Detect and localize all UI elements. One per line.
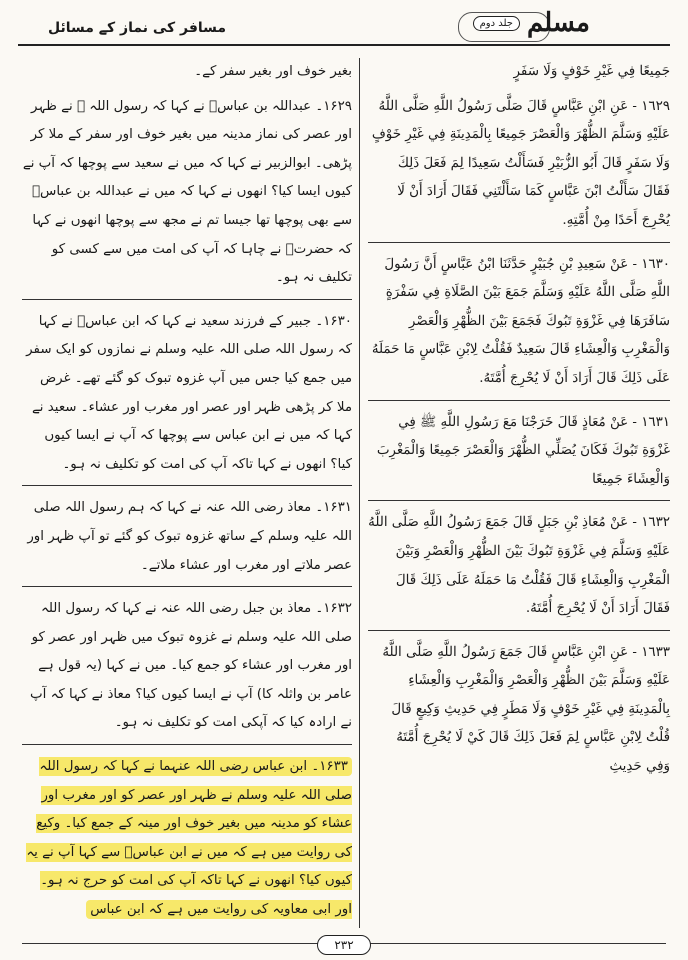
- urdu-translation-column: [22, 58, 352, 928]
- separator-line: [368, 400, 670, 401]
- arabic-paragraph: ١٦٣١ - عَنْ مُعَاذٍ قَالَ خَرَجْنَا مَعَ رَسُولِ اللَّهِ ﷺ فِي غَزْوَةِ تَبُوكَ فَكَانَ يُصَلِّي الظُّهْرَ وَالْعَصْرَ جَمِيعًا وَالْمَغْرِبَ وَالْعِشَاءَ جَمِيعًا: [376, 414, 670, 487]
- separator-line: [368, 630, 670, 631]
- arabic-paragraph: ١٦٣٠ - عَنْ سَعِيدِ بْنِ جُبَيْرٍ حَدَّثَنَا ابْنُ عَبَّاسٍ أَنَّ رَسُولَ اللَّهِ صَلَّى اللَّهُ عَلَيْهِ وَسَلَّمَ جَمَعَ بَيْنَ الصَّلَاةِ فِي سَفْرَةٍ سَافَرَهَا فِي غَزْوَةِ تَبُوكَ فَجَمَعَ بَيْنَ الظُّهْرِ وَالْعَصْرِ وَالْمَغْرِبِ وَالْعِشَاءِ قَالَ سَعِيدٌ فَقُلْتُ لِابْنِ عَبَّاسٍ مَا حَمَلَهُ عَلَى ذَلِكَ قَالَ أَرَادَ أَنْ لَا يُحْرِجَ أُمَّتَهُ.: [371, 256, 670, 386]
- urdu-paragraph: ۱۶۳۱۔ معاذ رضی اللہ عنہ نے کہا کہ ہم رسول اللہ صلی اللہ علیہ وسلم کے ساتھ غزوہ تبوک کو گئے تو آپ ظہر اور عصر ملاتے اور مغرب اور عشاء ملاتے۔: [27, 500, 352, 573]
- separator-line: [22, 586, 352, 587]
- urdu-paragraph: بغیر خوف اور بغیر سفر کے۔: [194, 64, 352, 79]
- arabic-paragraph: ١٦٣٣ - عَنِ ابْنِ عَبَّاسٍ قَالَ جَمَعَ رَسُولُ اللَّهِ صَلَّى اللَّهُ عَلَيْهِ وَسَلَّمَ بَيْنَ الظُّهْرِ وَالْعَصْرِ وَالْمَغْرِبِ وَالْعِشَاءِ بِالْمَدِينَةِ فِي غَيْرِ خَوْفٍ وَلَا مَطَرٍ فِي حَدِيثِ وَكِيعٍ قَالَ قُلْتُ لِابْنِ عَبَّاسٍ لِمَ فَعَلَ ذَلِكَ قَالَ كَيْ لَا يُحْرِجَ أُمَّتَهُ وَفِي حَدِيثِ: [382, 644, 670, 775]
- running-title: مسافر کی نماز کے مسائل: [48, 20, 227, 36]
- urdu-paragraph: ۱۶۲۹۔ عبداللہ بن عباسؓ نے کہا کہ رسول اللہ ﷺ نے ظہر اور عصر کی نماز مدینہ میں بغیر خوف اور سفر کے ملا کر پڑھی۔ ابوالزبیر نے کہا کہ میں نے سعید سے پوچھا کہ آپ نے کیوں ایسا کیا؟ انھوں نے کہا کہ میں نے عبداللہ بن عباسؓ سے بھی پوچھا تھا جیسا تم نے مجھ سے پوچھا انھوں نے کہا کہ حضرتؐ نے چاہا کہ آپ کی امت میں سے کسی کو تکلیف نہ ہو۔: [22, 98, 352, 286]
- arabic-paragraph: ١٦٢٩ - عَنِ ابْنِ عَبَّاسٍ قَالَ صَلَّى رَسُولُ اللَّهِ صَلَّى اللَّهُ عَلَيْهِ وَسَلَّمَ الظُّهْرَ وَالْعَصْرَ جَمِيعًا بِالْمَدِينَةِ فِي غَيْرِ خَوْفٍ وَلَا سَفَرٍ قَالَ أَبُو الزُّبَيْرِ فَسَأَلْتُ سَعِيدًا لِمَ فَعَلَ ذَلِكَ فَقَالَ سَأَلْتُ ابْنَ عَبَّاسٍ كَمَا سَأَلْتَنِي فَقَالَ أَرَادَ أَنْ لَا يُحْرِجَ أَحَدًا مِنْ أُمَّتِهِ.: [371, 98, 670, 228]
- book-title: مسلم: [526, 8, 590, 38]
- highlighted-urdu-paragraph: ۱۶۳۳۔ ابن عباس رضی اللہ عنہما نے کہا کہ رسول اللہ صلی اللہ علیہ وسلم نے ظہر اور عصر کو اور مغرب اور عشاء کو مدینہ میں بغیر خوف اور مینہ کے جمع کیا۔ وکیع کی روایت میں ہے کہ میں نے ابن عباسؓ سے کہا آپ نے یہ کیوں کیا؟ انھوں نے کہا تاکہ آپ کی امت کو حرج نہ ہو۔ اور ابی معاویہ کی روایت میں ہے کہ ابن عباس: [26, 759, 352, 918]
- urdu-paragraph: ۱۶۳۲۔ معاذ بن جبل رضی اللہ عنہ نے کہا کہ رسول اللہ صلی اللہ علیہ وسلم نے غزوہ تبوک میں ظہر اور عصر کو اور مغرب اور عشاء کو جمع کیا۔ میں نے کہا (یہ قول ہے عامر بن واثلہ کا) آپ نے ایسا کیوں کیا؟ معاذ نے کہا کہ آپ نے ارادہ کیا کہ آپکی امت کو تکلیف نہ ہو۔: [30, 601, 352, 731]
- separator-line: [368, 500, 670, 501]
- arabic-paragraph: جَمِيعًا فِي غَيْرِ خَوْفٍ وَلَا سَفَرٍ: [513, 64, 670, 79]
- separator-line: [22, 485, 352, 486]
- column-divider: [359, 58, 360, 928]
- separator-line: [22, 744, 352, 745]
- page-footer: [0, 934, 688, 955]
- source-url-strip: [0, 0, 688, 8]
- arabic-paragraph: ١٦٣٢ - عَنْ مُعَاذِ بْنِ جَبَلٍ قَالَ جَمَعَ رَسُولُ اللَّهِ صَلَّى اللَّهُ عَلَيْهِ وَسَلَّمَ فِي غَزْوَةِ تَبُوكَ بَيْنَ الظُّهْرِ وَالْعَصْرِ وَبَيْنَ الْمَغْرِبِ وَالْعِشَاءِ قَالَ فَقُلْتُ مَا حَمَلَهُ عَلَى ذَلِكَ قَالَ فَقَالَ أَرَادَ أَنْ لَا يُحْرِجَ أُمَّتَهُ.: [368, 515, 670, 617]
- arabic-text-column: [368, 58, 670, 928]
- page-number: ۲۳۲: [317, 935, 370, 955]
- separator-line: [368, 242, 670, 243]
- page-header: [18, 8, 670, 46]
- urdu-paragraph: ۱۶۳۰۔ جبیر کے فرزند سعید نے کہا کہ ابن عباسؓ نے کہا کہ رسول اللہ صلی اللہ علیہ وسلم نے نمازوں کو ایک سفر میں جمع کیا جس میں آپ غزوہ تبوک کو گئے تھے۔ غرض ملا کر پڑھی ظہر اور عصر اور مغرب اور عشاء۔ سعید نے کہا کہ میں نے ابن عباس سے پوچھا کہ آپ نے ایسا کیوں کیا؟ انھوں نے کہا تاکہ آپ کی امت کو تکلیف نہ ہو۔: [26, 313, 352, 472]
- volume-badge: جلد دوم: [473, 16, 520, 31]
- separator-line: [22, 299, 352, 300]
